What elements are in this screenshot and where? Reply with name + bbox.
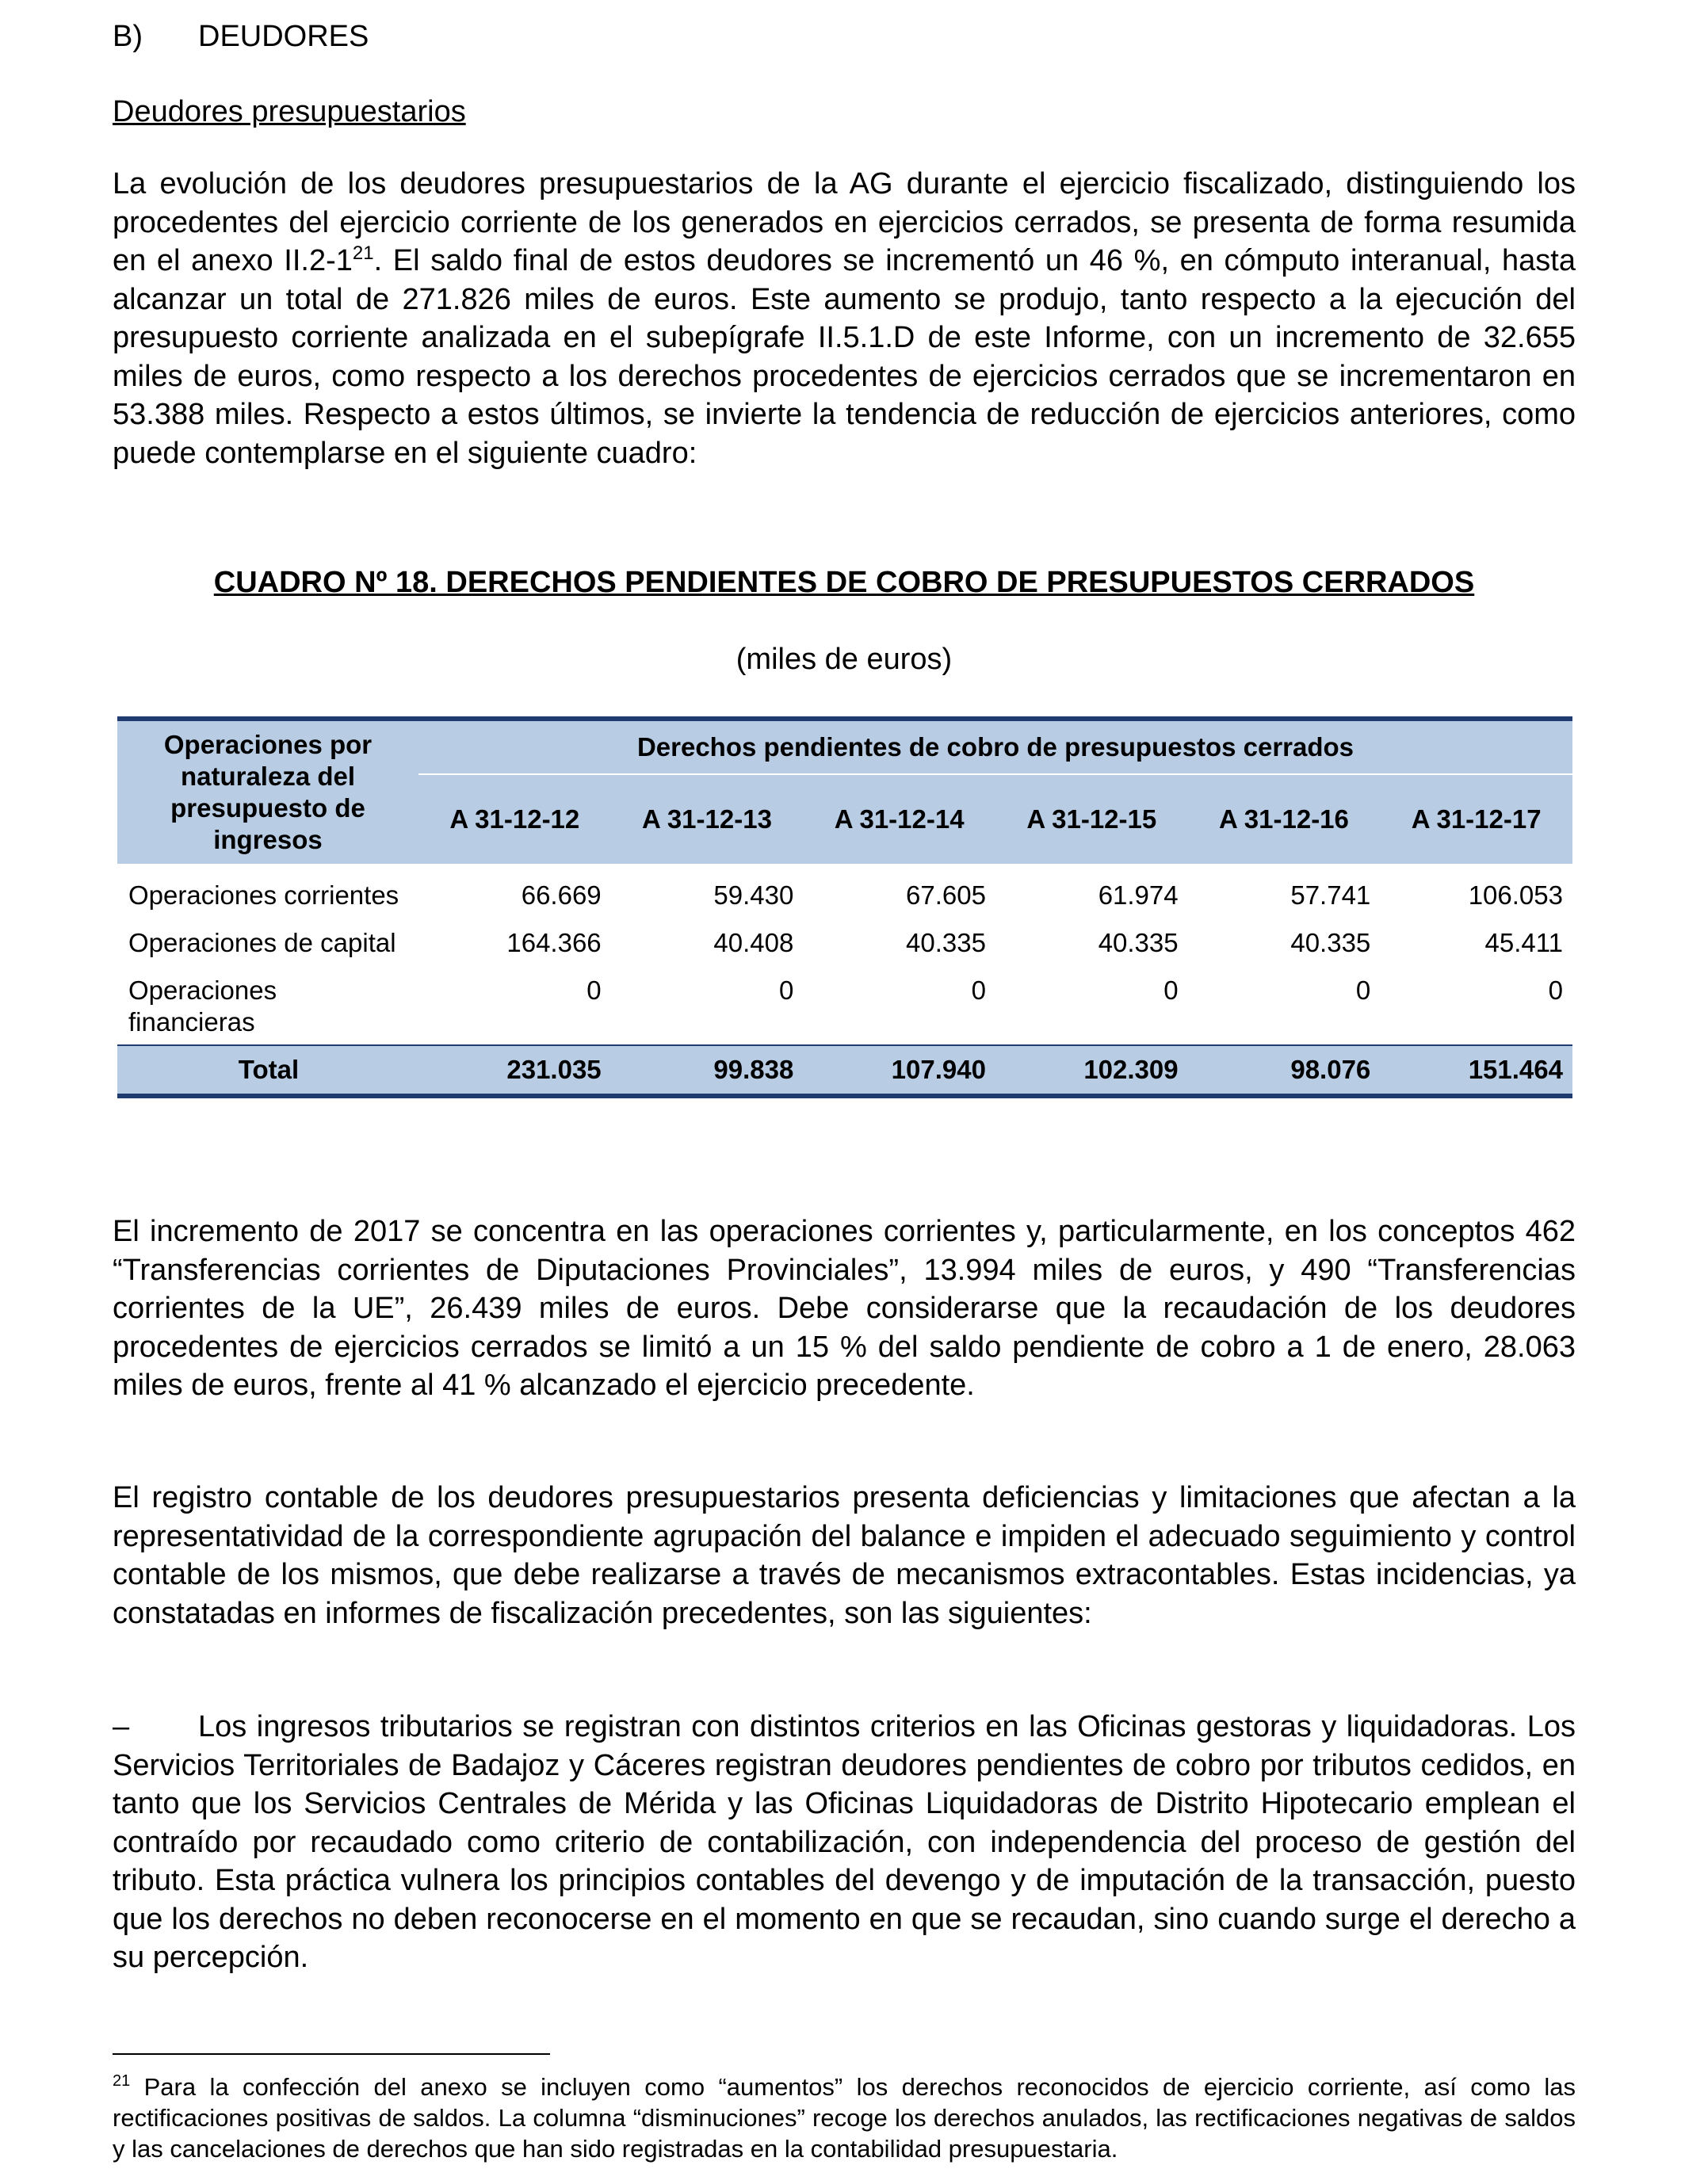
list-item-text: Los ingresos tributarios se registran con distintos criterios en las Oficinas gestoras y liquidadoras. Los Servicios Territoriales de Badajoz y Cáceres registran deudores pendientes de cobro por tributos cedidos, en tanto que los Servicios Centrales de Mérida y las Oficinas Liquidadoras de Distrito Hipotecario emplean el contraído por recaudado como criterio de contabilización, con independencia del proceso de gestión del tributo. Esta práctica vulnera los principios contables del devengo y de imputación de la transacción, puesto que los derechos no deben reconocerse en el momento en que se recaudan, sino cuando surge el derecho a su percepción. [113,1710,1576,1974]
table-cell: 0 [587,976,602,1005]
table-cell: 0 [1355,976,1371,1005]
row-label: Operaciones de capital [128,928,396,957]
list-item-tax-income [113,1708,1576,1977]
footnote-text: Para la confección del anexo se incluyen como “aumentos” los derechos reconocidos de ejercicio corriente, así como las rectificaciones positivas de saldos. La columna “disminuciones” recoge los derechos anulados, las rectificaciones negativas de saldos y las cancelaciones de derechos que han sido registradas en la contabilidad presupuestaria. [113,2073,1576,2163]
column-header: A 31-12-12 [418,774,611,864]
table-cell: 164.366 [506,928,602,957]
table-row [117,864,1572,918]
table-cell: 40.335 [1098,928,1179,957]
paragraph-intro [113,165,1576,472]
table-cell: 40.335 [906,928,986,957]
row-label: Operaciones financieras [128,976,277,1037]
table-title: CUADRO Nº 18. DERECHOS PENDIENTES DE COBRO DE PRESUPUESTOS CERRADOS [213,566,1475,599]
total-cell: 151.464 [1380,1045,1572,1096]
total-cell: 231.035 [418,1045,611,1096]
total-cell: 98.076 [1188,1045,1381,1096]
subsection-heading: Deudores presupuestarios [113,95,466,128]
table-cell: 59.430 [713,880,794,910]
column-header: A 31-12-16 [1188,774,1381,864]
section-heading [113,17,369,55]
total-cell: 102.309 [995,1045,1188,1096]
table-cell: 61.974 [1098,880,1179,910]
section-letter: B) [113,20,143,53]
paragraph-intro-text-a: La evolución de los deudores presupuestarios de la AG durante el ejercicio fiscalizado, distinguiendo los procedentes del ejercicio corriente de los generados en ejercicios cerrados, se presenta de forma resumida en el anexo II.2-1 [113,167,1576,277]
column-header: A 31-12-15 [995,774,1188,864]
paragraph-deficiencies: El registro contable de los deudores presupuestarios presenta deficiencias y limitaciones que afectan a la representatividad de la correspondiente agrupación del balance e impiden el adecuado seguimiento y control contable de los mismos, que debe realizarse a través de mecanismos extracontables. Estas incidencias, ya constatadas en informes de fiscalización precedentes, son las siguientes: [113,1481,1576,1630]
table-cell: 45.411 [1484,928,1563,957]
table-cell: 66.669 [521,880,602,910]
footnote-separator [113,2053,550,2055]
column-header: A 31-12-13 [611,774,804,864]
total-cell: 99.838 [611,1045,804,1096]
list-dash: – [113,1710,130,1743]
total-label: Total [117,1045,418,1096]
footnote-reference: 21 [352,242,374,264]
paragraph-intro-text-b: . El saldo final de estos deudores se incrementó un 46 %, en cómputo interanual, hasta alcanzar un total de 271.826 miles de euros. Este aumento se produjo, tanto respecto a la ejecución del presupuesto corriente analizada en el subepígrafe II.5.1.D de este Informe, con un incremento de 32.655 miles de euros, como respecto a los derechos procedentes de ejercicios cerrados que se incrementaron en 53.388 miles. Respecto a estos últimos, se invierte la tendencia de reducción de ejercicios anteriores, como puede contemplarse en el siguiente cuadro: [113,244,1576,470]
table-row [117,918,1572,965]
table-unit: (miles de euros) [736,643,953,676]
row-label: Operaciones corrientes [128,880,399,910]
table-cell: 0 [778,976,794,1005]
receivables-table [117,716,1572,1098]
table-cell: 67.605 [906,880,986,910]
table-cell: 40.408 [713,928,794,957]
group-header-cell: Derechos pendientes de cobro de presupuestos cerrados [418,719,1572,774]
table-cell: 0 [1548,976,1563,1005]
column-header: A 31-12-17 [1380,774,1572,864]
table-cell: 0 [971,976,986,1005]
column-header: A 31-12-14 [803,774,995,864]
footnote-number: 21 [113,2072,131,2090]
row-header-cell: Operaciones por naturaleza del presupuesto de ingresos [117,719,418,864]
paragraph-increase: El incremento de 2017 se concentra en las operaciones corrientes y, particularmente, en los conceptos 462 “Transferencias corrientes de Diputaciones Provinciales”, 13.994 miles de euros, y 490 “Transferencias corrientes de la UE”, 26.439 miles de euros. Debe considerarse que la recaudación de los deudores procedentes de ejercicios cerrados se limitó a un 15 % del saldo pendiente de cobro a 1 de enero, 28.063 miles de euros, frente al 41 % alcanzado el ejercicio precedente. [113,1215,1576,1402]
table-cell: 40.335 [1290,928,1371,957]
total-row [117,1045,1572,1096]
table-cell: 0 [1163,976,1179,1005]
total-cell: 107.940 [803,1045,995,1096]
table-cell: 106.053 [1468,880,1563,910]
section-title: DEUDORES [198,20,369,53]
table-cell: 57.741 [1290,880,1371,910]
table-row [117,965,1572,1045]
footnote [113,2071,1576,2164]
